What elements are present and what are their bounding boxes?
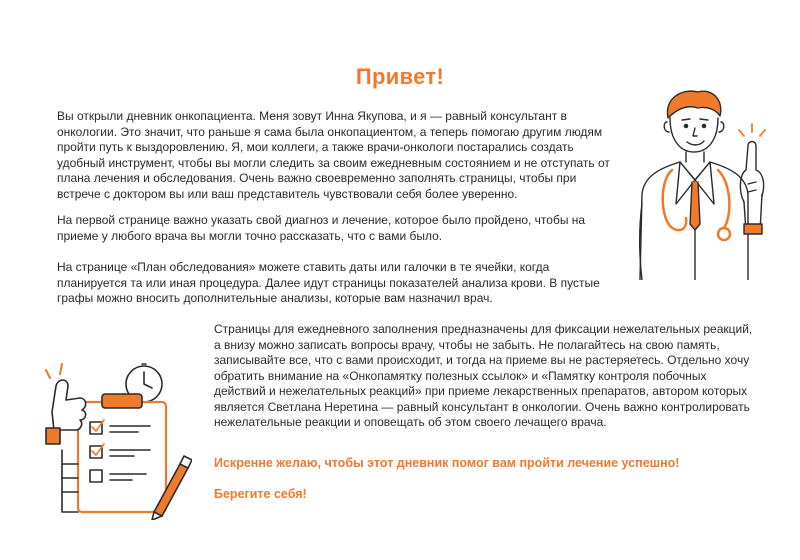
page-title: Привет! xyxy=(355,64,445,89)
checklist-illustration xyxy=(42,360,192,520)
intro-paragraph: Вы открыли дневник онкопациента. Меня зовут Инна Якупова, и я — равный консультант в онкологии. Это значит, что раньше я сама была онкопациентом, а теперь помогаю другим людям пройти путь к выздоровлению. Я, мои коллеги, а также врачи-онкологи постарались создать удобный инструмент, чтобы вы могли следить за своим ежедневным состоянием и не отступать от плана лечения и обследования. Очень важно своевременно заполнять страницы, чтобы при встрече с доктором вы или ваш представитель чувствовали себя более уверенно. xyxy=(57,109,610,201)
diagnosis-paragraph: На первой странице важно указать свой диагноз и лечение, которое было пройдено, чтобы на приеме у любого врача вы могли точно рассказать, что с вами было. xyxy=(57,213,586,243)
doctor-illustration xyxy=(620,84,770,280)
daily-pages-paragraph: Страницы для ежедневного заполнения предназначены для фиксации нежелательных реакций, а внизу можно записать вопросы врачу, чтобы не забыть. Не полагайтесь на свою память, записывайте все, что с вами происходит, и тогда на приеме вы не растеряетесь. Отдельно хочу обратить внимание на «Онкопамятку полезных ссылок» и «Памятку контроля побочных действий и нежелательных реакций» при приеме лекарственных препаратов, автором которых является Светлана Неретина — равный консультант в онкологии. Очень важно контролировать нежелательные реакции и оповещать об этом своего лечащего врача. xyxy=(214,322,753,429)
wish-line: Искренне желаю, чтобы этот дневник помог вам пройти лечение успешно! xyxy=(214,456,680,470)
farewell-line: Берегите себя! xyxy=(214,487,307,501)
plan-paragraph: На странице «План обследования» можете ставить даты или галочки в те ячейки, когда планируется та или иная процедура. Далее идут страницы показателей анализа крови. В пустые графы можно вносить дополнительные анализы, которые вам назначил врач. xyxy=(57,260,600,305)
